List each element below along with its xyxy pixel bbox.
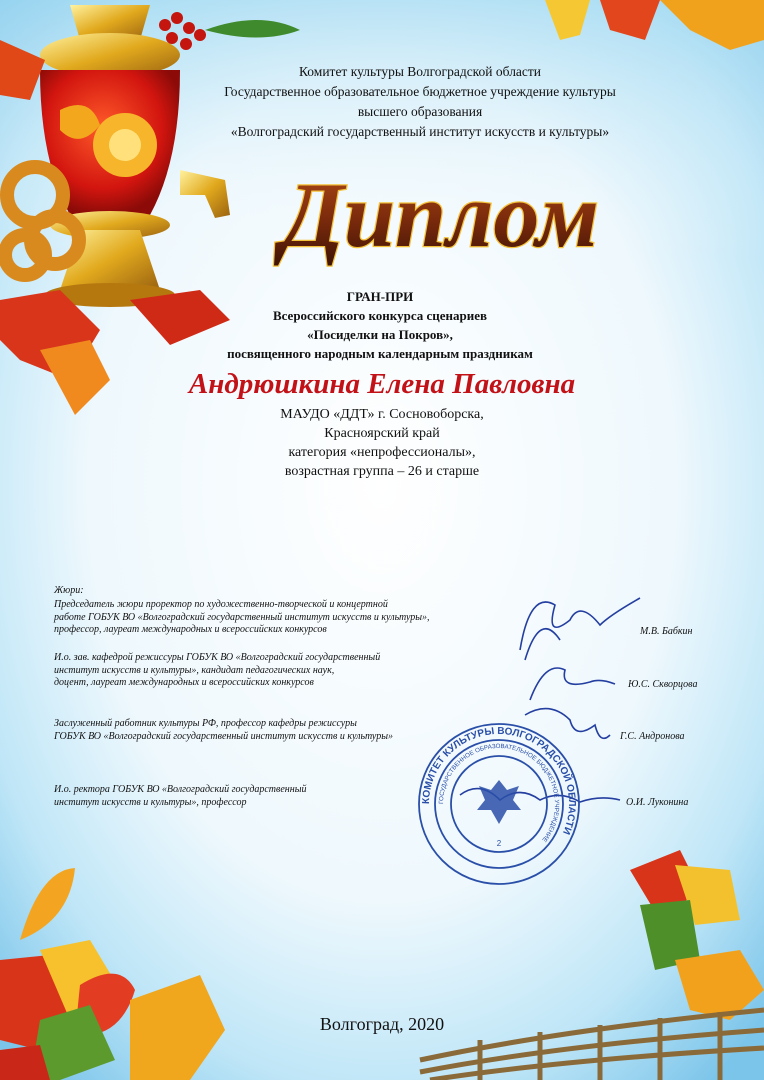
jury-member-2 [54, 652, 524, 690]
jury-line: Председатель жюри проректор по художественно-творческой и концертной [54, 599, 388, 610]
stamp-number: 2 [496, 839, 502, 848]
recipient-name: Андрюшкина Елена Павловна [188, 368, 576, 400]
jury-line: И.о. зав. кафедрой режиссуры ГОБУК ВО «Волгоградский государственный [54, 652, 381, 663]
signature-name: М.В. Бабкин [640, 626, 693, 637]
detail-line: категория «непрофессионалы», [288, 445, 476, 460]
org-line: высшего образования [357, 104, 483, 119]
jury-line: ГОБУК ВО «Волгоградский государственный институт искусств и культуры» [54, 730, 394, 742]
detail-line: возрастная группа – 26 и старше [284, 464, 480, 479]
detail-line: Красноярский край [324, 426, 440, 441]
stamp-inner-text: ГОСУДАРСТВЕННОЕ ОБРАЗОВАТЕЛЬНОЕ БЮДЖЕТНОЕ УЧРЕЖДЕНИЕ [437, 742, 561, 844]
award-line: «Посиделки на Покров», [307, 327, 453, 342]
award-line: посвященного народным календарным праздникам [227, 346, 533, 361]
jury-line: профессор, лауреат международных и всероссийских конкурсов [54, 624, 327, 635]
org-line: Государственное образовательное бюджетное учреждение культуры [224, 84, 616, 99]
jury-line: И.о. ректора ГОБУК ВО «Волгоградский государственный [54, 784, 307, 795]
jury-line: институт искусств и культуры», профессор [54, 796, 247, 808]
stamp-outer-text: КОМИТЕТ КУЛЬТУРЫ ВОЛГОГРАДСКОЙ ОБЛАСТИ [420, 725, 578, 836]
award-block [150, 287, 610, 363]
jury-line: институт искусств и культуры», кандидат педагогических наук, [54, 664, 335, 676]
jury-heading: Жюри: [54, 585, 84, 596]
footer-city-year: Волгоград, 2020 [319, 1014, 445, 1034]
org-line: «Волгоградский государственный институт искусств и культуры» [230, 124, 610, 139]
award-line: ГРАН-ПРИ [346, 289, 414, 304]
title-text: Диплом [281, 164, 599, 266]
recipient-details [180, 405, 584, 481]
jury-line: доцент, лауреат международных и всероссийских конкурсов [54, 677, 314, 688]
jury-member-1 [54, 599, 524, 637]
detail-line: МАУДО «ДДТ» г. Сосновоборска, [280, 407, 484, 422]
organization-header [190, 62, 650, 142]
award-line: Всероссийского конкурса сценариев [272, 308, 488, 323]
jury-line: работе ГОБУК ВО «Волгоградский государственный институт искусств и культуры», [54, 611, 430, 623]
diploma-title [250, 148, 630, 278]
org-line: Комитет культуры Волгоградской области [298, 64, 542, 79]
jury-member-4 [54, 784, 524, 809]
signature-name: Ю.С. Скворцова [628, 679, 698, 690]
signature-name: О.И. Луконина [626, 797, 689, 808]
jury-member-3 [54, 718, 524, 743]
jury-line: Заслуженный работник культуры РФ, профессор кафедры режиссуры [54, 718, 357, 729]
signature-name: Г.С. Андронова [620, 731, 685, 742]
